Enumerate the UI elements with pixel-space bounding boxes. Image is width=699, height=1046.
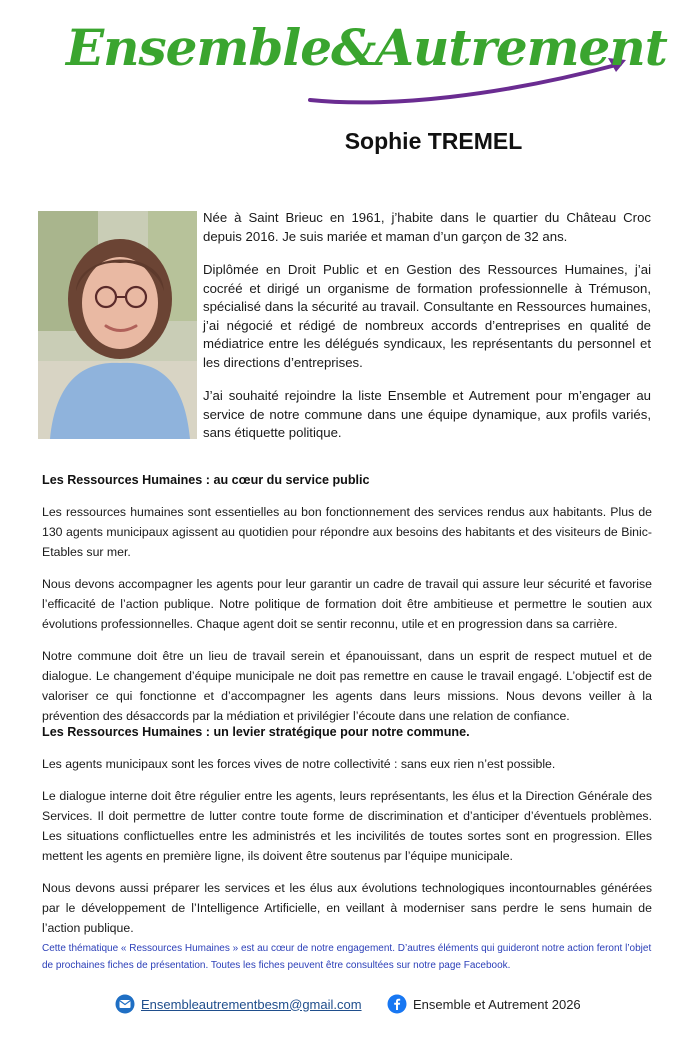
logo-text: Ensemble&Autrement	[66, 18, 667, 77]
section-service-public	[42, 470, 652, 738]
portrait-photo	[38, 211, 197, 439]
section-2-paragraph-2: Le dialogue interne doit être régulier entre les agents, leurs représentants, les élus et la Direction Générale des Services. Il doit permettre de lutter contre toute forme de discrimination et d’anticiper d’éventuels problèmes. Les situations conflictuelles entre les administrés et les incivilités de toutes sortes sont en progression. Elles mettent les agents en première ligne, ils doivent être soutenus par l’équipe municipale.	[42, 789, 652, 863]
intro-paragraph-1: Née à Saint Brieuc en 1961, j’habite dans le quartier du Château Croc depuis 2016. Je suis mariée et maman d’un garçon de 32 ans.	[203, 210, 651, 244]
section-levier-strategique	[42, 722, 652, 950]
candidate-name: Sophie TREMEL	[344, 128, 523, 154]
logo	[60, 8, 667, 118]
section-2-paragraph-3: Nous devons aussi préparer les services et les élus aux évolutions technologiques incontournables générées par le développement de l’Intelligence Artificielle, en veillant à moderniser sans perdre le sens humain de l’action publique.	[42, 881, 652, 935]
section-1-paragraph-2: Nous devons accompagner les agents pour leur garantir un cadre de travail qui assure leur sécurité et favorise l’efficacité de l’action publique. Notre politique de formation doit être ambitieuse et permettre le soutien aux évolutions professionnelles. Chaque agent doit se sentir reconnu, utile et en progression dans sa carrière.	[42, 577, 652, 631]
footer	[0, 994, 699, 1018]
envelope-icon	[115, 994, 135, 1014]
intro-text	[203, 209, 651, 458]
section-2-title: Les Ressources Humaines : un levier stratégique pour notre commune.	[42, 725, 470, 739]
facebook-icon	[387, 994, 407, 1014]
section-2-paragraph-1: Les agents municipaux sont les forces vives de notre collectivité : sans eux rien n’est possible.	[42, 757, 556, 771]
email-link[interactable]: Ensembleautrementbesm@gmail.com	[141, 996, 362, 1012]
closing-note: Cette thématique « Ressources Humaines » est au cœur de notre engagement. D’autres éléments qui guideront notre action feront l’objet de prochaines fiches de présentation. Toutes les fiches peuvent être consultées sur notre page Facebook.	[42, 943, 652, 971]
facebook-page-name[interactable]: Ensemble et Autrement 2026	[413, 996, 581, 1012]
section-1-paragraph-3: Notre commune doit être un lieu de travail serein et épanouissant, dans un esprit de respect mutuel et de dialogue. Le changement d’équipe municipale ne doit pas remettre en cause le travail engagé. L’objectif est de valoriser ce qui fonctionne et d’accompagner les agents dans leurs missions. Nous devons veiller à la prévention des désaccords par la médiation et privilégier l’écoute dans une relation de confiance.	[42, 649, 652, 723]
intro-paragraph-3: J’ai souhaité rejoindre la liste Ensemble et Autrement pour m’engager au service de notre commune dans une équipe dynamique, aux profils variés, sans étiquette politique.	[203, 388, 651, 440]
section-1-title: Les Ressources Humaines : au cœur du service public	[42, 473, 370, 487]
section-1-paragraph-1: Les ressources humaines sont essentielles au bon fonctionnement des services rendus aux habitants. Plus de 130 agents municipaux agissent au quotidien pour répondre aux besoins des habitants et des visiteurs de Binic-Etables sur mer.	[42, 505, 652, 559]
email-contact[interactable]	[115, 994, 362, 1014]
intro-paragraph-2: Diplômée en Droit Public et en Gestion des Ressources Humaines, j’ai cocréé et dirigé un organisme de formation professionnelle à Trémuson, spécialisé dans la sécurité au travail. Consultante en Ressources humaines, j’ai négocié et rédigé de nombreux accords d’entreprises en qualité de médiatrice entre les délégués syndicaux, les représentants du personnel et les directions d’entreprises.	[203, 262, 651, 370]
facebook-contact[interactable]	[387, 994, 581, 1014]
